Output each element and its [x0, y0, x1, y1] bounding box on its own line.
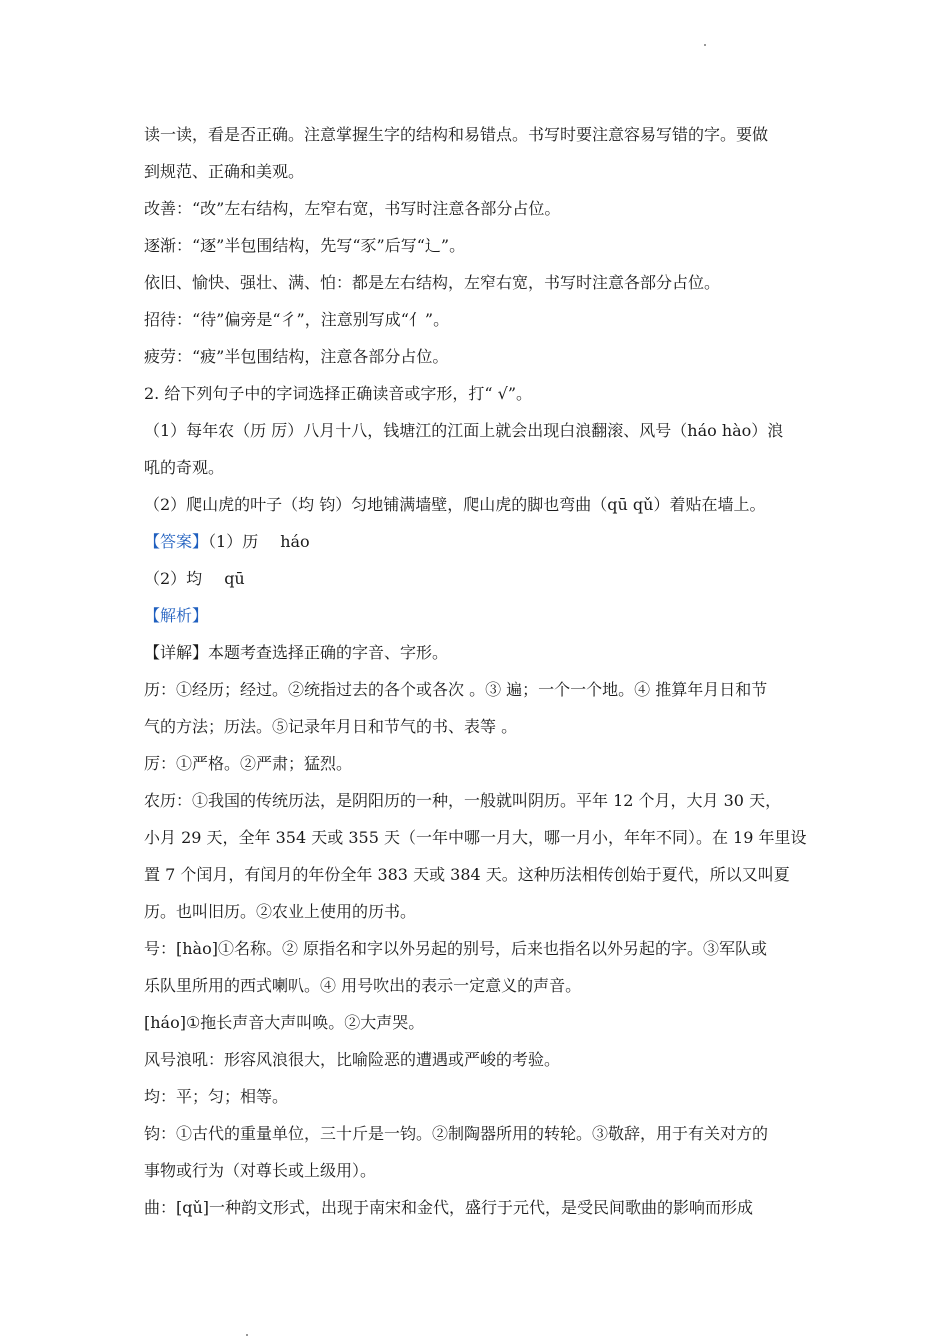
text-line: 读一读，看是否正确。注意掌握生字的结构和易错点。书写时要注意容易写错的字。要做 [144, 125, 769, 144]
answer-pinyin: háo [280, 532, 310, 551]
answer-line-1 [144, 523, 816, 560]
detail-line: 农历：①我国的传统历法，是阴阳历的一种，一般就叫阴历。平年 12 个月，大月 30 天， [144, 791, 782, 810]
question-item: （1）每年农（历 厉）八月十八，钱塘江的江面上就会出现白浪翻滚、风号（háo hào）浪 [144, 421, 784, 440]
question-title: 2. 给下列句子中的字词选择正确读音或字形，打“ √”。 [144, 384, 532, 403]
answer-item: （2）均 [144, 569, 203, 588]
detail-line: 事物或行为（对尊长或上级用）。 [144, 1161, 377, 1180]
text-line: 疲劳：“疲”半包围结构，注意各部分占位。 [144, 347, 449, 366]
answer-tag: 【答案】 [144, 532, 209, 551]
question-item: 吼的奇观。 [144, 458, 225, 477]
page-mark-top [704, 44, 706, 46]
detail-line: 钧：①古代的重量单位，三十斤是一钧。②制陶器所用的转轮。③敬辞，用于有关对方的 [144, 1124, 769, 1143]
detail-line: 历。也叫旧历。②农业上使用的历书。 [144, 902, 417, 921]
text-line: 逐渐：“逐”半包围结构，先写“豕”后写“辶”。 [144, 236, 466, 255]
detail-line: [háo]①拖长声音大声叫唤。②大声哭。 [144, 1013, 425, 1032]
detail-line: 均：平；匀；相等。 [144, 1087, 289, 1106]
detail-line: 小月 29 天，全年 354 天或 355 天（一年中哪一月大，哪一月小，年年不同）。在 19 年里设 [144, 828, 807, 847]
text-line: 招待：“待”偏旁是“彳”，注意别写成“亻”。 [144, 310, 450, 329]
detail-line: 厉：①严格。②严肃；猛烈。 [144, 754, 353, 773]
text-line: 依旧、愉快、强壮、满、怕：都是左右结构，左窄右宽，书写时注意各部分占位。 [144, 273, 721, 292]
page-mark-bottom [246, 1334, 248, 1336]
detail-line: 曲：[qǔ]一种韵文形式，出现于南宋和金代，盛行于元代，是受民间歌曲的影响而形成 [144, 1198, 754, 1217]
detail-line: 置 7 个闰月，有闰月的年份全年 383 天或 384 天。这种历法相传创始于夏代，所以又叫夏 [144, 865, 790, 884]
detail-line: 气的方法；历法。⑤记录年月日和节气的书、表等 。 [144, 717, 518, 736]
answer-pinyin: qū [224, 569, 245, 588]
detail-line: 【详解】本题考查选择正确的字音、字形。 [144, 643, 449, 662]
document-content [144, 116, 816, 1226]
question-item: （2）爬山虎的叶子（均 钧）匀地铺满墙壁，爬山虎的脚也弯曲（qū qǔ）着贴在墙上。 [144, 495, 766, 514]
analysis-tag: 【解析】 [144, 606, 209, 625]
detail-line: 历：①经历；经过。②统指过去的各个或各次 。③ 遍；一个一个地。④ 推算年月日和节 [144, 680, 768, 699]
detail-line: 号：[hào]①名称。② 原指名和字以外另起的别号，后来也指名以外另起的字。③军队或 [144, 939, 768, 958]
answer-item: （1）历 [208, 532, 259, 551]
detail-line: 风号浪吼：形容风浪很大，比喻险恶的遭遇或严峻的考验。 [144, 1050, 561, 1069]
detail-line: 乐队里所用的西式喇叭。④ 用号吹出的表示一定意义的声音。 [144, 976, 582, 995]
answer-line-2 [144, 560, 816, 597]
text-line: 改善：“改”左右结构，左窄右宽，书写时注意各部分占位。 [144, 199, 561, 218]
text-line: 到规范、正确和美观。 [144, 162, 305, 181]
